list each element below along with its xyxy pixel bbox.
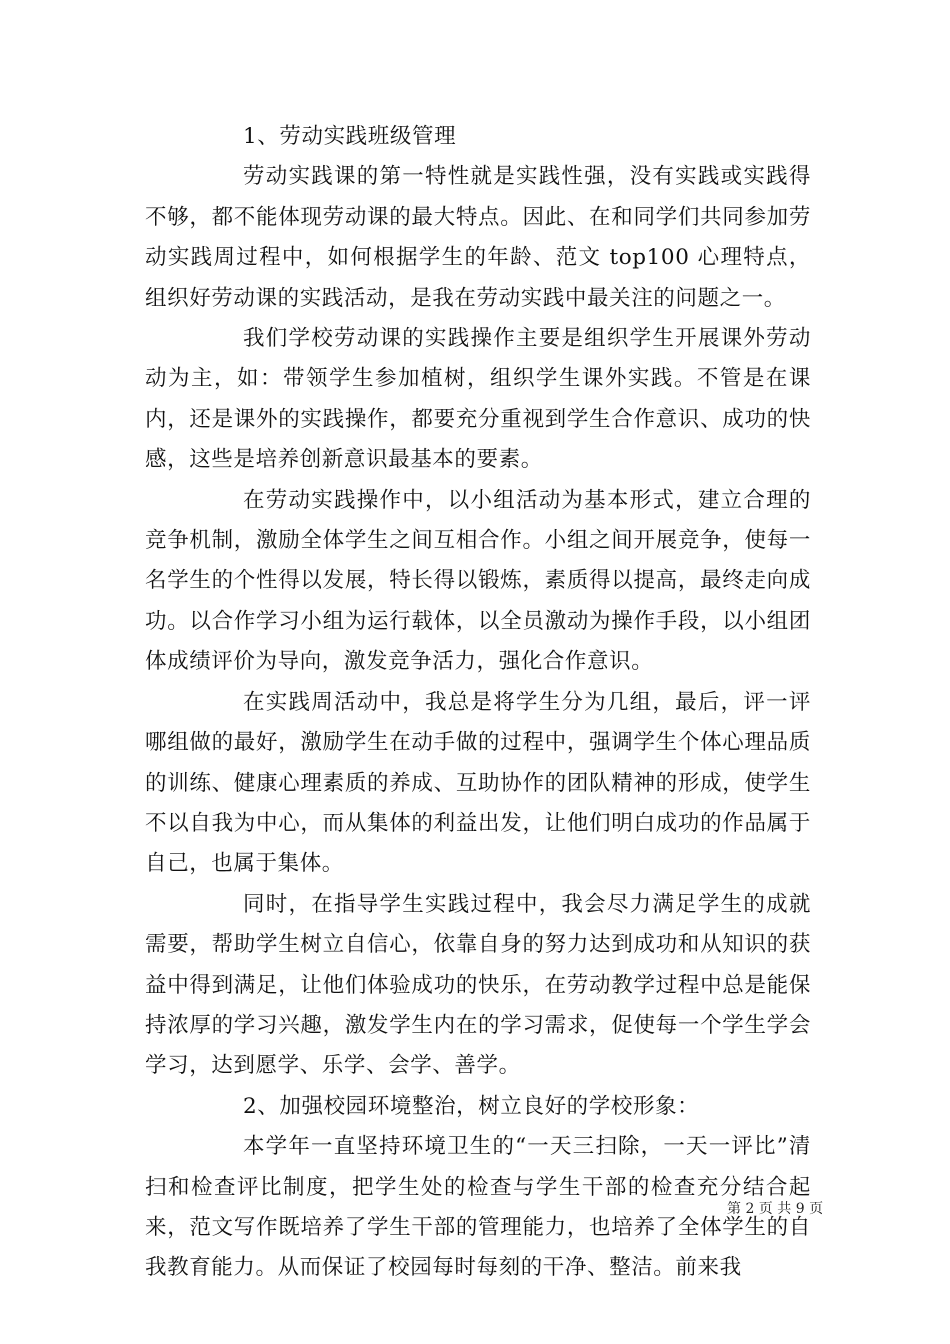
section-heading-2: 2、加强校园环境整治，树立良好的学校形象： [243,1093,700,1119]
page-number-footer: 第 2 页 共 9 页 [727,1201,824,1217]
paragraph: 同时，在指导学生实践过程中，我会尽力满足学生的成就需要，帮助学生树立自信心，依靠自身的努力达到成功和从知识的获益中得到满足，让他们体验成功的快乐，在劳动教学过程中总是能保持浓厚的学习兴趣，激发学生内在的学习需求，促使每一个学生学会学习，达到愿学、乐学、会学、善学。 [145,891,811,1079]
paragraph: 我们学校劳动课的实践操作主要是组织学生开展课外劳动动为主，如：带领学生参加植树，组织学生课外实践。不管是在课内，还是课外的实践操作，都要充分重视到学生合作意识、成功的快感，这些是培养创新意识最基本的要素。 [145,326,811,473]
paragraph: 本学年一直坚持环境卫生的“一天三扫除，一天一评比”清扫和检查评比制度，把学生处的检查与学生干部的检查充分结合起来，范文写作既培养了学生干部的管理能力，也培养了全体学生的自我教育能力。从而保证了校园每时每刻的干净、整洁。前来我 [145,1134,811,1281]
document-body [145,117,811,1289]
paragraph: 在实践周活动中，我总是将学生分为几组，最后，评一评哪组做的最好，激励学生在动手做的过程中，强调学生个体心理品质的训练、健康心理素质的养成、互助协作的团队精神的形成，使学生不以自我为中心，而从集体的利益出发，让他们明白成功的作品属于自己，也属于集体。 [145,689,811,877]
paragraph: 在劳动实践操作中，以小组活动为基本形式，建立合理的竞争机制，激励全体学生之间互相合作。小组之间开展竞争，使每一名学生的个性得以发展，特长得以锻炼，素质得以提高，最终走向成功。以合作学习小组为运行载体，以全员激动为操作手段，以小组团体成绩评价为导向，激发竞争活力，强化合作意识。 [145,487,811,675]
paragraph: 劳动实践课的第一特性就是实践性强，没有实践或实践得不够，都不能体现劳动课的最大特点。因此、在和同学们共同参加劳动实践周过程中，如何根据学生的年龄、范文 top100 心理特点，组织好劳动课的实践活动，是我在劳动实践中最关注的问题之一。 [145,164,811,311]
section-heading-1: 1、劳动实践班级管理 [243,124,457,149]
